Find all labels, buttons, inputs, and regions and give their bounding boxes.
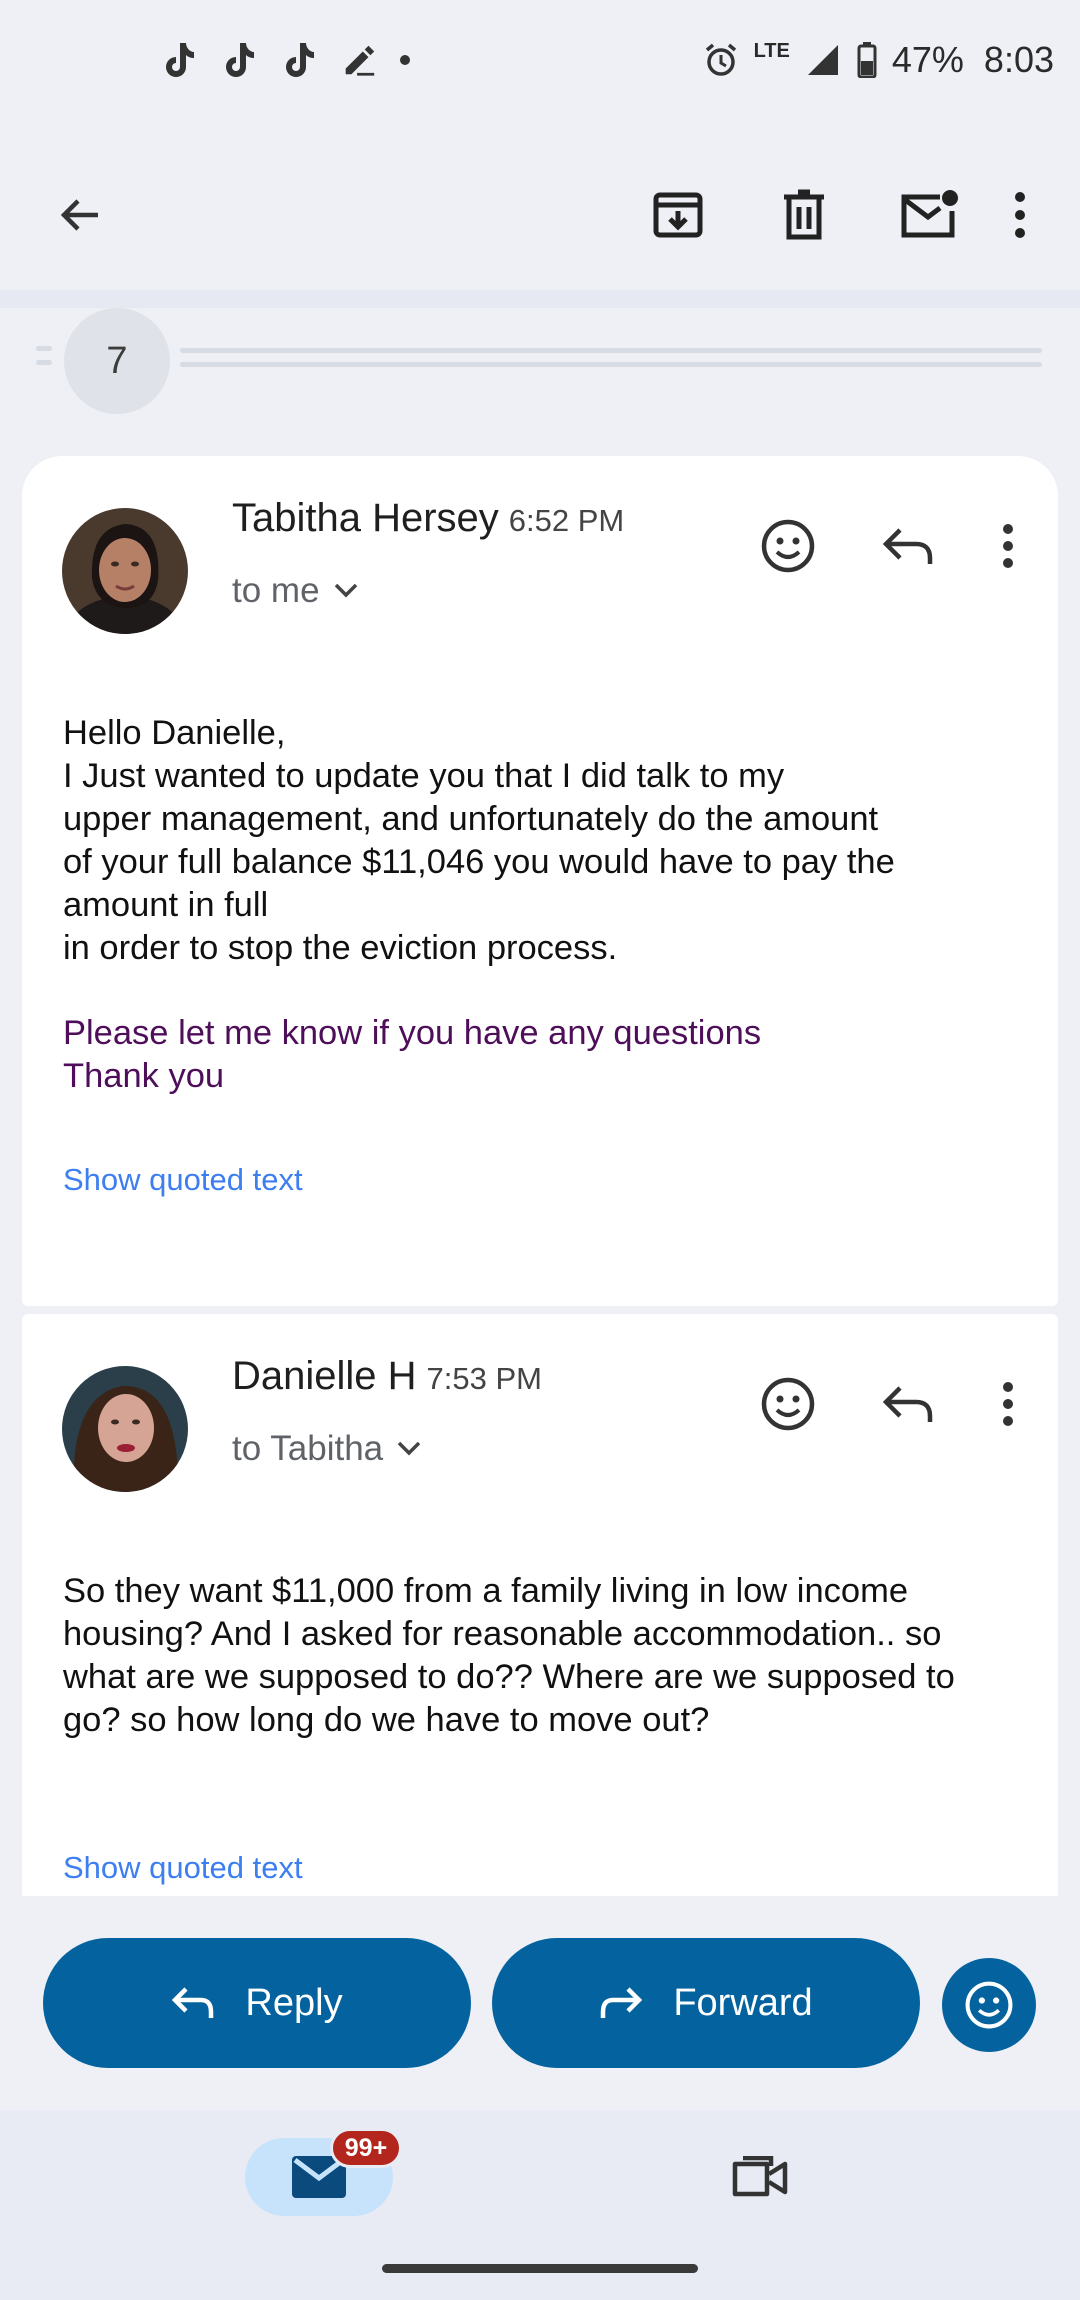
more-vert-icon — [1002, 1381, 1014, 1427]
clock: 8:03 — [983, 39, 1054, 80]
back-arrow-icon — [56, 191, 104, 239]
alarm-icon — [702, 41, 740, 79]
more-vert-icon — [1013, 191, 1027, 239]
message-actions — [728, 496, 1048, 596]
react-button[interactable] — [942, 1958, 1036, 2052]
collapsed-lines — [180, 348, 1042, 376]
unread-badge: 99+ — [330, 2128, 402, 2168]
emoji-icon — [760, 1376, 816, 1432]
body-line: in order to stop the eviction process. — [63, 929, 618, 967]
body-line: housing? And I asked for reasonable accommodation.. so — [63, 1615, 942, 1653]
emoji-icon — [964, 1980, 1014, 2030]
reply-icon — [882, 526, 934, 566]
body-line: amount in full — [63, 886, 269, 924]
network-type: LTE — [753, 39, 790, 62]
body-line: So they want $11,000 from a family living in low income — [63, 1572, 909, 1610]
message-time: 6:52 PM — [508, 503, 625, 538]
reply-icon — [171, 1986, 215, 2020]
action-bar — [0, 1896, 1080, 2110]
recipient-label: to Tabitha — [232, 1429, 384, 1468]
recipient-details[interactable] — [232, 571, 358, 611]
body-line: of your full balance $11,046 you would have to pay the — [63, 843, 895, 881]
message-body — [63, 712, 1023, 970]
reply-button[interactable] — [848, 1354, 968, 1454]
tiktok-icon — [280, 41, 318, 79]
message-card — [22, 456, 1058, 1306]
sender-name[interactable]: Tabitha Hersey — [232, 496, 499, 540]
home-indicator[interactable] — [382, 2264, 698, 2273]
message-time: 7:53 PM — [426, 1361, 542, 1396]
back-button[interactable] — [30, 165, 130, 265]
chevron-down-icon — [334, 583, 358, 599]
more-options-button[interactable] — [990, 165, 1050, 265]
recipient-label: to me — [232, 571, 320, 610]
reply-button[interactable] — [848, 496, 968, 596]
battery-icon — [856, 41, 878, 79]
pen-icon — [340, 41, 378, 79]
message-actions — [728, 1354, 1048, 1454]
body-line: go? so how long do we have to move out? — [63, 1701, 710, 1739]
react-button[interactable] — [728, 496, 848, 596]
body-line: upper management, and unfortunately do the amount — [63, 800, 879, 838]
dot-icon — [400, 55, 410, 65]
avatar[interactable] — [62, 1366, 188, 1492]
body-line: what are we supposed to do?? Where are we supposed to — [63, 1658, 955, 1696]
video-camera-icon — [731, 2156, 789, 2200]
sender-name[interactable]: Danielle H — [232, 1354, 417, 1398]
archive-button[interactable] — [628, 165, 728, 265]
battery-percent: 47% — [891, 39, 964, 80]
top-toolbar — [0, 140, 1080, 290]
collapsed-marker — [36, 346, 52, 374]
bottom-navigation — [0, 2110, 1080, 2300]
archive-icon — [652, 189, 704, 241]
signoff-line: Please let me know if you have any questions — [63, 1014, 762, 1052]
chevron-down-icon — [397, 1441, 421, 1457]
body-line: I Just wanted to update you that I did talk to my — [63, 757, 785, 795]
avatar[interactable] — [62, 508, 188, 634]
forward-icon — [599, 1986, 643, 2020]
show-quoted-text-link[interactable]: Show quoted text — [63, 1162, 303, 1197]
mark-unread-icon — [900, 189, 960, 241]
show-quoted-text-link[interactable]: Show quoted text — [63, 1850, 303, 1885]
forward-button[interactable] — [492, 1938, 920, 2068]
reply-all-button[interactable] — [43, 1938, 471, 2068]
more-vert-icon — [1002, 523, 1014, 569]
tiktok-icon — [160, 41, 198, 79]
message-more-button[interactable] — [968, 496, 1048, 596]
body-line: Hello Danielle, — [63, 714, 286, 752]
signal-icon — [804, 41, 842, 79]
reply-label: Reply — [245, 1981, 343, 2024]
delete-button[interactable] — [754, 165, 854, 265]
status-bar — [0, 0, 1080, 120]
delete-icon — [780, 189, 828, 241]
tiktok-icon — [220, 41, 258, 79]
message-signoff — [63, 1012, 1023, 1098]
emoji-icon — [760, 518, 816, 574]
mark-unread-button[interactable] — [880, 165, 980, 265]
sender-line — [232, 496, 624, 541]
collapsed-messages[interactable] — [0, 300, 1080, 420]
forward-label: Forward — [673, 1981, 813, 2024]
collapsed-count-badge[interactable]: 7 — [64, 308, 170, 414]
recipient-details[interactable] — [232, 1429, 421, 1469]
signoff-line: Thank you — [63, 1057, 225, 1095]
reply-icon — [882, 1384, 934, 1424]
react-button[interactable] — [728, 1354, 848, 1454]
sender-line — [232, 1354, 542, 1399]
message-body — [63, 1570, 1023, 1742]
message-card — [22, 1314, 1058, 1896]
meet-tab[interactable] — [728, 2146, 792, 2210]
message-more-button[interactable] — [968, 1354, 1048, 1454]
